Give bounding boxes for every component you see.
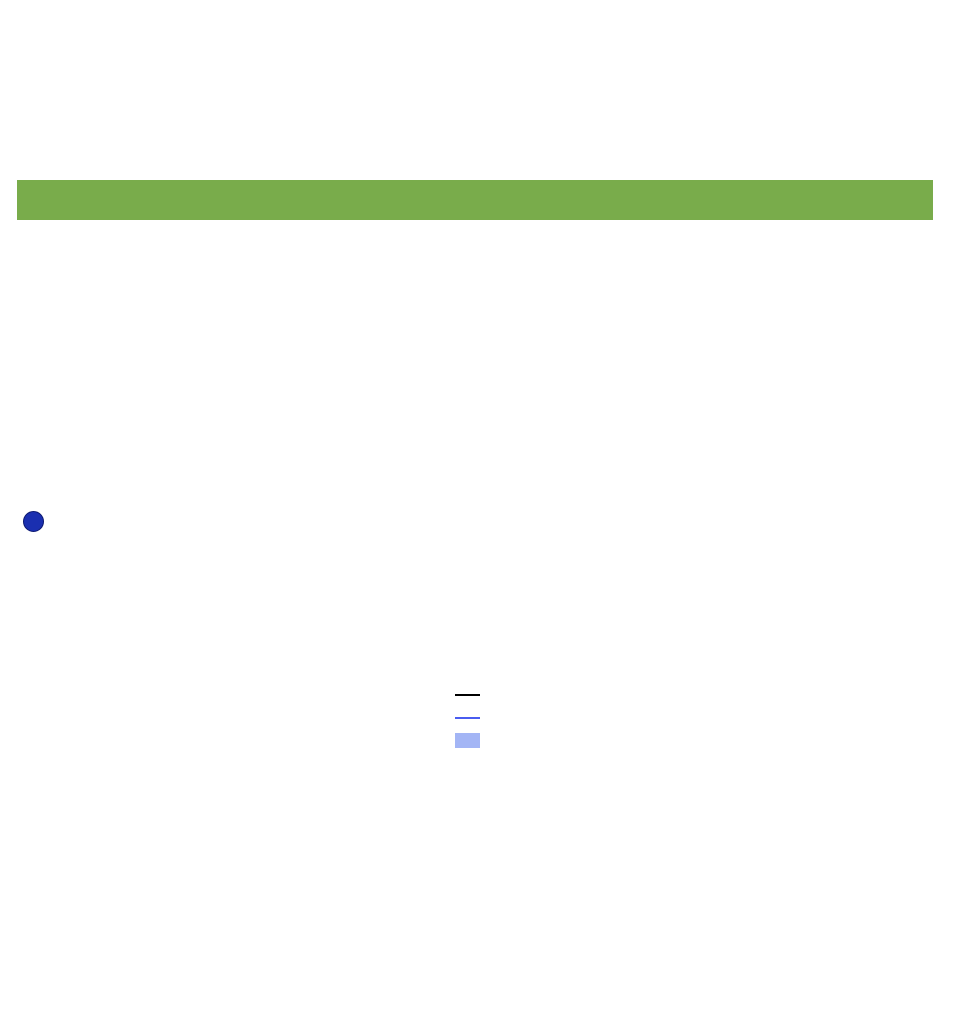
legend-item-condensation (455, 729, 483, 752)
header-sd-unit (517, 200, 597, 220)
zone-number-badge (23, 511, 44, 532)
header-condensation (597, 180, 773, 200)
condensation-zone-item (23, 511, 63, 532)
table-header-row-1 (17, 180, 933, 200)
header-cond-unit-kg (597, 200, 691, 220)
chart-legend (455, 683, 483, 752)
header-weight (773, 180, 863, 200)
legend-item-saturation (455, 706, 483, 729)
humidity-chart (0, 670, 460, 1024)
header-material (131, 180, 517, 200)
header-num (17, 180, 45, 200)
black-line-icon (455, 694, 480, 696)
blue-line-icon (455, 717, 480, 719)
legend-item-humidity (455, 683, 483, 706)
table-header-row-2 (17, 200, 933, 220)
condensation-swatch-icon (455, 733, 480, 748)
materials-table (17, 180, 933, 220)
header-cond-unit-pct (691, 200, 773, 220)
header-weight-unit (773, 200, 863, 220)
header-sd (517, 180, 597, 200)
